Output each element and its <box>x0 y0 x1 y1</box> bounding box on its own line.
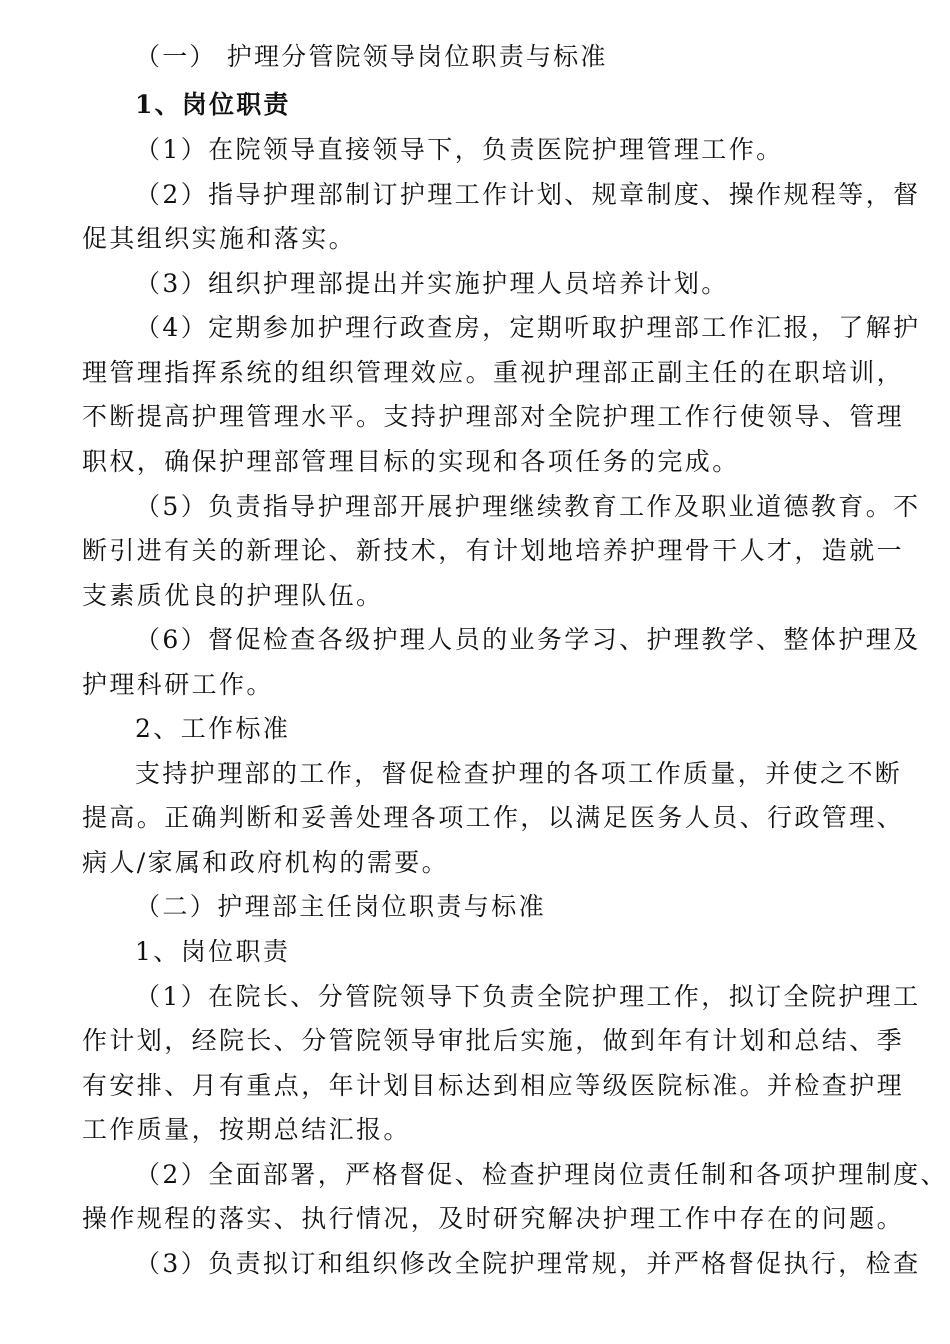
paragraph-line: （3）组织护理部提出并实施护理人员培养计划。 <box>135 269 729 298</box>
paragraph-line: （3）负责拟订和组织修改全院护理常规，并严格督促执行，检查 <box>135 1249 921 1278</box>
paragraph-line: 断引进有关的新理论、新技术，有计划地培养护理骨干人才，造就一 <box>82 536 905 565</box>
paragraph-line: 作计划，经院长、分管院领导审批后实施，做到年有计划和总结、季 <box>82 1026 905 1055</box>
paragraph-line: （2）全面部署，严格督促、检查护理岗位责任制和各项护理制度、 <box>135 1160 948 1189</box>
paragraph-line: 理管理指挥系统的组织管理效应。重视护理部正副主任的在职培训， <box>82 358 905 387</box>
paragraph-line: 不断提高护理管理水平。支持护理部对全院护理工作行使领导、管理 <box>82 402 905 431</box>
paragraph-line: 病人/家属和政府机构的需要。 <box>82 848 450 877</box>
paragraph-line: 有安排、月有重点，年计划目标达到相应等级医院标准。并检查护理 <box>82 1071 905 1100</box>
section-heading-1: （一） 护理分管院领导岗位职责与标准 <box>135 42 608 71</box>
paragraph-line: （1）在院领导直接领导下，负责医院护理管理工作。 <box>135 135 784 164</box>
subheading-duties-2: 1、岗位职责 <box>135 937 291 966</box>
paragraph-line: 操作规程的落实、执行情况，及时研究解决护理工作中存在的问题。 <box>82 1204 905 1233</box>
paragraph-line: （5）负责指导护理部开展护理继续教育工作及职业道德教育。不 <box>135 492 921 521</box>
paragraph-line: 护理科研工作。 <box>82 670 274 699</box>
paragraph-line: 工作质量，按期总结汇报。 <box>82 1115 411 1144</box>
paragraph-line: 支素质优良的护理队伍。 <box>82 581 384 610</box>
paragraph-line: （2）指导护理部制订护理工作计划、规章制度、操作规程等，督 <box>135 180 921 209</box>
paragraph-line: 提高。正确判断和妥善处理各项工作，以满足医务人员、行政管理、 <box>82 803 905 832</box>
paragraph-line: 支持护理部的工作，督促检查护理的各项工作质量，并使之不断 <box>135 759 903 788</box>
paragraph-line: （6）督促检查各级护理人员的业务学习、护理教学、整体护理及 <box>135 625 921 654</box>
paragraph-line: （4）定期参加护理行政查房，定期听取护理部工作汇报，了解护 <box>135 313 921 342</box>
paragraph-line: （1）在院长、分管院领导下负责全院护理工作，拟订全院护理工 <box>135 982 921 1011</box>
paragraph-line: 职权，确保护理部管理目标的实现和各项任务的完成。 <box>82 447 740 476</box>
section-heading-2: （二）护理部主任岗位职责与标准 <box>135 892 547 921</box>
paragraph-line: 促其组织实施和落实。 <box>82 224 357 253</box>
subheading-standards-1: 2、工作标准 <box>135 714 291 743</box>
subheading-duties-1: 1、岗位职责 <box>135 90 291 119</box>
